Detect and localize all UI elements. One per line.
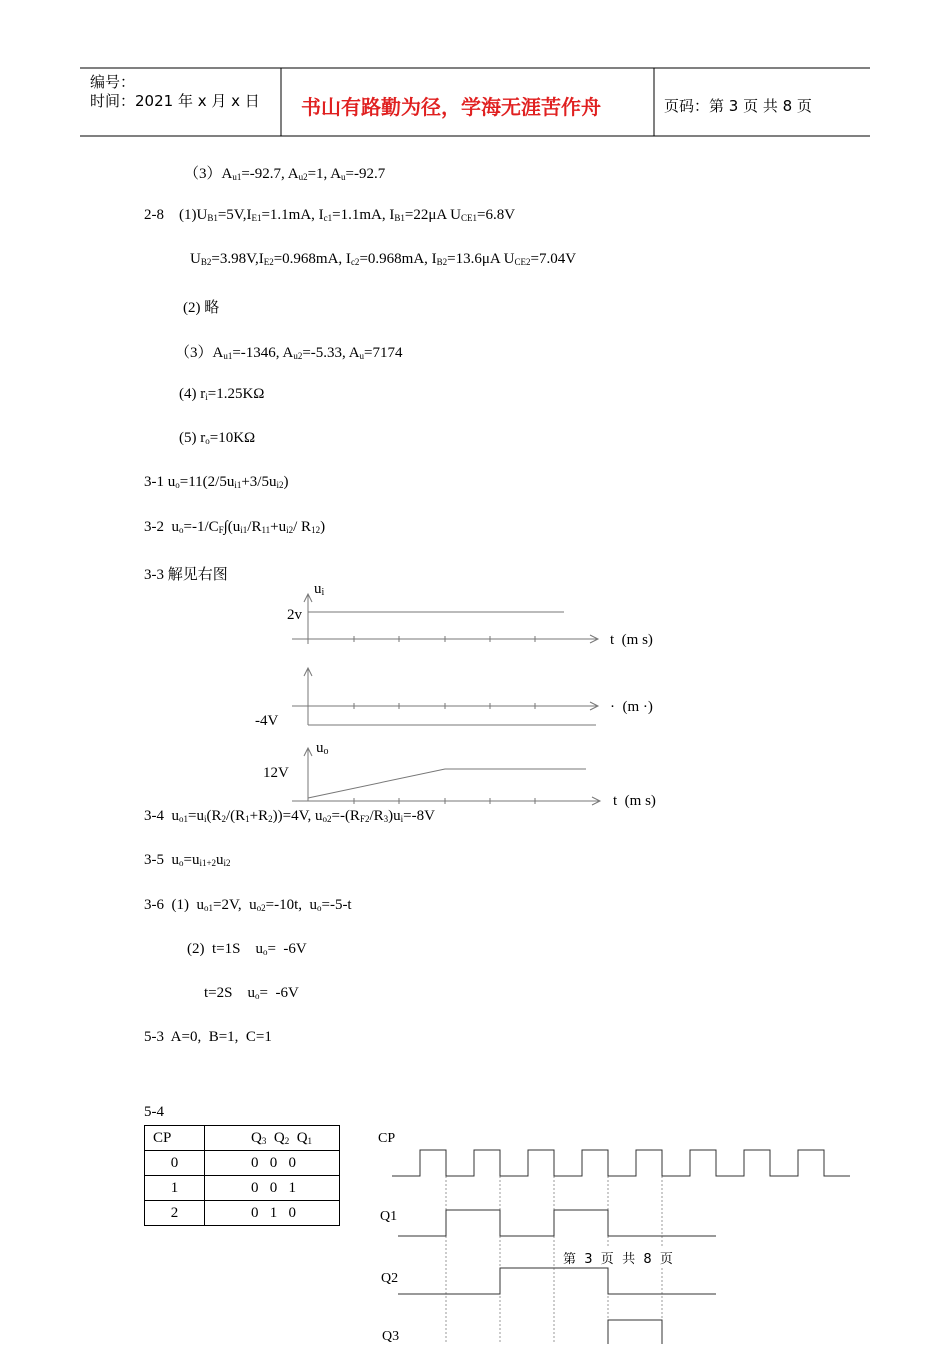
answer-3-1: 3-1 $u_o=11(2/5u_{i1}+3/5u_{i2})$: [144, 474, 289, 490]
time-axis-label-1: t (m s): [610, 632, 653, 648]
answer-3-6-1: 3-6 (1) $u_{o1}=2V$, $u_{o2}=-10t$, $u_o=-5-t$: [144, 897, 352, 913]
answer-3-2: 3-2 $u_o=-1/C_F\int(u_{i1}/R_{11}+u_{i2}/$ $R_{12}$): [144, 519, 326, 535]
answer-line-1: $(3)A_{u1}=-92.7$, $A_{u2}=1$, $A_u=-92.7$: [184, 166, 386, 182]
time-axis-label-2: · (m ·): [610, 699, 653, 715]
uo-level-label: 12V: [263, 765, 289, 781]
mid-level-label: -4V: [255, 713, 279, 729]
answer-2-8-b: $U_{B2}=3.98V,I_{E2}=0.968mA$, $I_{c2}=0.968mA$, $I_{B2}=13.6\mu A$ $U_{CE2}=7.04V$: [190, 251, 577, 267]
table-row: 1 0 0 1: [145, 1176, 340, 1201]
state-table: [144, 1125, 340, 1226]
q2-signal-label: Q2: [381, 1271, 399, 1286]
header-code-label: 编号：: [90, 73, 136, 91]
answer-3-6-2a: (2) t=1S $u_o= -6V$: [187, 941, 307, 957]
cp-waveform: [392, 1150, 850, 1176]
answer-3-3: 3-3 解见右图: [144, 567, 228, 583]
header-time-label: 时间：2021 年 x 月 x 日: [90, 92, 260, 110]
ui-axis-label: $u_i$: [314, 581, 325, 598]
q3-signal-label: Q3: [382, 1329, 400, 1344]
q1-waveform: [398, 1210, 716, 1236]
waveform-figure: [250, 580, 690, 810]
table-header-q: $Q_3$ $Q_2$ $Q_1$: [205, 1126, 340, 1151]
q3-waveform: [608, 1320, 662, 1344]
header-motto: 书山有路勤为径，学海无涯苦作舟: [301, 95, 601, 119]
table-row: 0 0 0 0: [145, 1151, 340, 1176]
table-header-cp: CP: [145, 1126, 205, 1151]
answer-5-4: 5-4: [144, 1104, 164, 1120]
time-axis-label-3: t (m s): [613, 793, 656, 809]
timing-diagram: [380, 1140, 860, 1344]
answer-2-8: 2-8 $(1)U_{B1}=5V,I_{E1}=1.1mA$, $I_{c1}=1.1mA$, $I_{B1}=22\mu A$ $U_{CE1}=6.8V$: [144, 207, 516, 223]
table-header-row: [145, 1126, 340, 1151]
header-page-label: 页码：第 3 页 共 8 页: [664, 97, 812, 115]
answer-2-8-3: $(3)A_{u1}=-1346$, $A_{u2}=-5.33$, $A_u=7174$: [175, 345, 403, 361]
uo-axis-label: $u_o$: [316, 740, 329, 757]
answer-3-6-2b: t=2S $u_o= -6V$: [204, 985, 299, 1001]
answer-2-8-4: (4) $r_i=1.25K\Omega$: [179, 386, 265, 402]
ui-level-label: 2v: [287, 607, 302, 623]
answer-5-3: 5-3 A=0, B=1, C=1: [144, 1029, 272, 1045]
answer-3-4: 3-4 $u_{o1}=u_i(R_2/(R_1+R_2))=4V$, $u_{o2}=-(R_{F2}/R_3)u_i=-8V$: [144, 808, 435, 824]
footer-page-number: 第 3 页 共 8 页: [563, 1248, 673, 1267]
answer-3-5: 3-5 $u_o=u_{i1+2}u_{i2}$: [144, 852, 231, 868]
answer-2-8-2: (2) 略: [183, 300, 220, 316]
q1-signal-label: Q1: [380, 1209, 398, 1224]
cp-signal-label: CP: [378, 1131, 396, 1146]
answer-2-8-5: (5) $r_o=10K\Omega$: [179, 430, 256, 446]
uo-ramp-waveform: [308, 769, 586, 798]
table-row: 2 0 1 0: [145, 1201, 340, 1226]
